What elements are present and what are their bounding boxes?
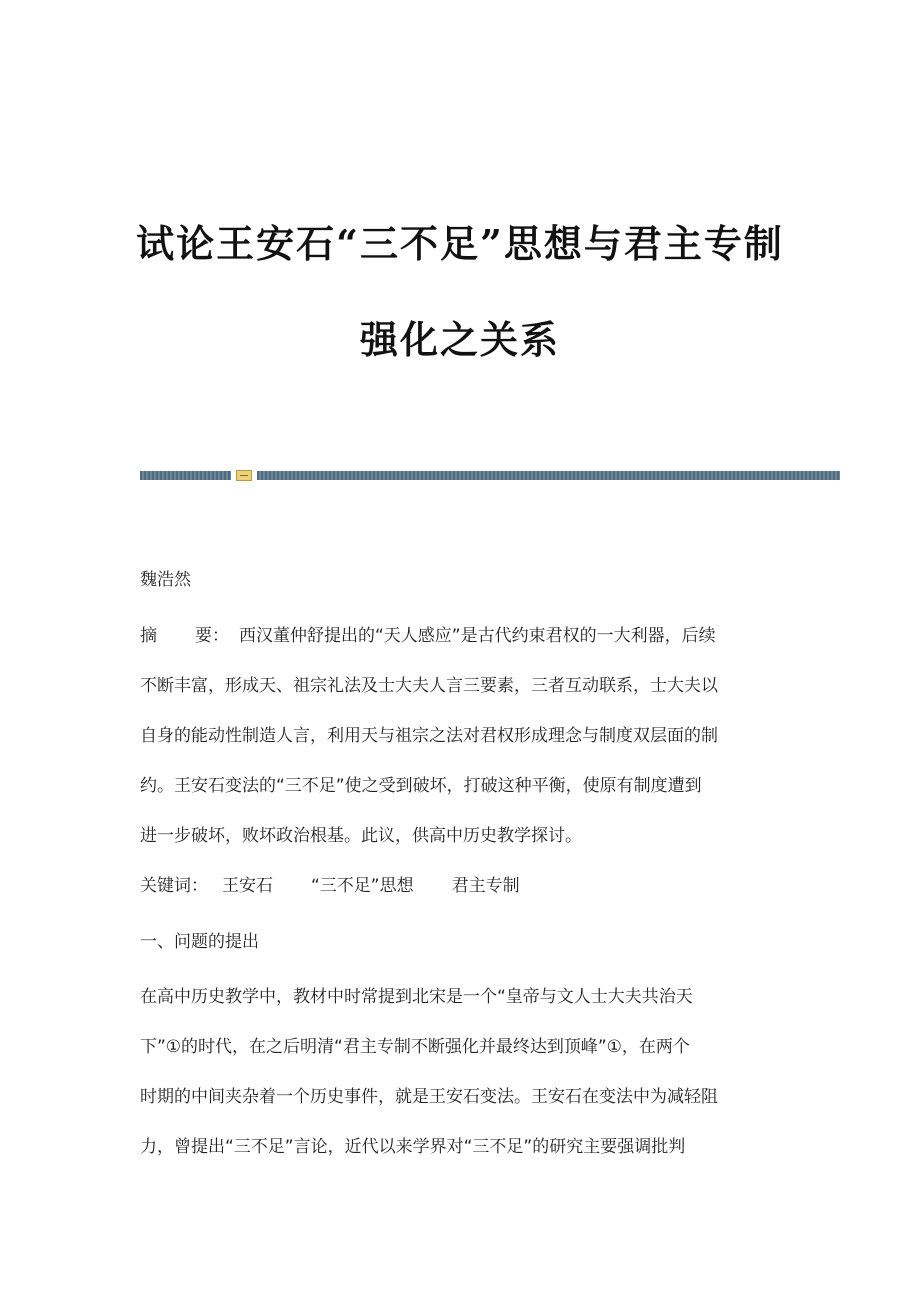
abstract-line (140, 626, 716, 646)
document-title-line-2: 强化之关系 (359, 317, 560, 362)
body-text-line: 下”①的时代，在之后明清“君主专制不断强化并最终达到顶峰”①，在两个 (140, 1037, 690, 1057)
abstract-text-line: 约。王安石变法的“三不足”使之受到破坏，打破这种平衡，使原有制度遭到 (140, 776, 702, 796)
keyword-item: 君主专制 (451, 876, 520, 896)
author-name: 魏浩然 (140, 570, 191, 590)
abstract-label-left: 摘 (140, 626, 157, 646)
keywords-line (140, 876, 520, 896)
abstract-text-line: 自身的能动性制造人言，利用天与祖宗之法对君权形成理念与制度双层面的制 (140, 726, 718, 746)
keywords-label: 关键词： (140, 876, 208, 896)
body-text-line: 力，曾提出“三不足”言论，近代以来学界对“三不足”的研究主要强调批判 (140, 1137, 686, 1157)
abstract-label-right: 要： (195, 626, 229, 646)
document-title-line-1: 试论王安石“三不足”思想与君主专制 (136, 221, 784, 266)
section-heading: 一、问题的提出 (140, 932, 259, 952)
divider-ornament-icon (236, 470, 252, 481)
keyword-item: 王安石 (222, 876, 273, 896)
body-text-line: 时期的中间夹杂着一个历史事件，就是王安石变法。王安石在变法中为减轻阻 (140, 1087, 718, 1107)
abstract-text-line: 进一步破坏，败坏政治根基。此议，供高中历史教学探讨。 (140, 826, 582, 846)
divider-bar-left (140, 471, 231, 480)
abstract-text-line: 不断丰富，形成天、祖宗礼法及士大夫人言三要素，三者互动联系，士大夫以 (140, 676, 718, 696)
divider-bar-right (257, 471, 840, 480)
keyword-item: “三不足”思想 (311, 876, 414, 896)
body-text-line: 在高中历史教学中，教材中时常提到北宋是一个“皇帝与文人士大夫共治天 (140, 987, 693, 1007)
abstract-text-line: 西汉董仲舒提出的“天人感应”是古代约束君权的一大利器，后续 (239, 626, 716, 646)
title-divider (140, 471, 840, 480)
